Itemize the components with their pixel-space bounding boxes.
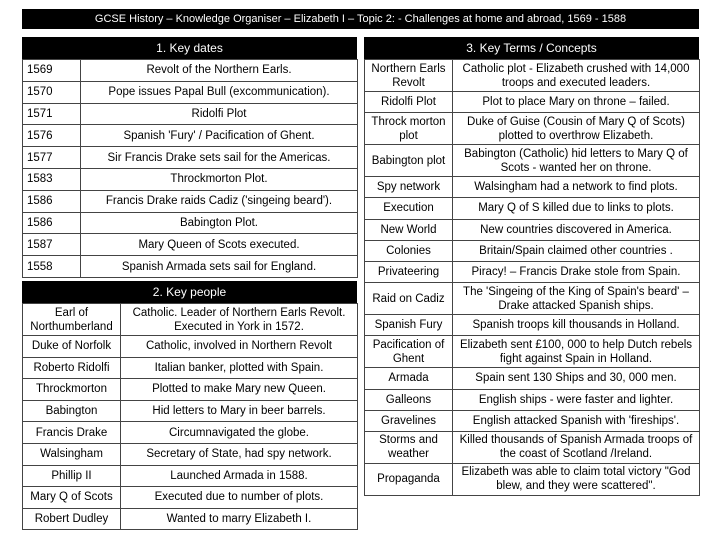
key-person-description: Hid letters to Mary in beer barrels. xyxy=(121,400,358,422)
key-person-description: Launched Armada in 1588. xyxy=(121,465,358,487)
key-term-definition: Spanish troops kill thousands in Holland. xyxy=(453,315,700,336)
key-person-name: Robert Dudley xyxy=(23,508,121,530)
key-date-year: 1586 xyxy=(23,190,81,212)
key-person-row xyxy=(23,443,358,465)
key-date-year: 1571 xyxy=(23,103,81,125)
key-date-event: Sir Francis Drake sets sail for the Americas. xyxy=(81,147,358,169)
key-date-event: Pope issues Papal Bull (excommunication). xyxy=(81,81,358,103)
key-person-description: Italian banker, plotted with Spain. xyxy=(121,357,358,379)
key-date-event: Spanish 'Fury' / Pacification of Ghent. xyxy=(81,125,358,147)
key-date-event: Revolt of the Northern Earls. xyxy=(81,60,358,82)
key-person-row xyxy=(23,422,358,444)
key-date-year: 1569 xyxy=(23,60,81,82)
key-people-section xyxy=(22,281,357,530)
key-term-row xyxy=(365,113,700,145)
key-term-name: Colonies xyxy=(365,240,453,261)
key-term-name: Spy network xyxy=(365,177,453,198)
key-term-row xyxy=(365,145,700,177)
key-term-definition: Duke of Guise (Cousin of Mary Q of Scots) plotted to overthrow Elizabeth. xyxy=(453,113,700,145)
key-person-row xyxy=(23,336,358,358)
key-term-definition: Elizabeth sent £100, 000 to help Dutch rebels fight against Spain in Holland. xyxy=(453,336,700,368)
key-term-row xyxy=(365,92,700,113)
key-person-row xyxy=(23,487,358,509)
key-term-row xyxy=(365,315,700,336)
key-person-description: Catholic, involved in Northern Revolt xyxy=(121,336,358,358)
key-date-row xyxy=(23,190,358,212)
key-term-row xyxy=(365,431,700,463)
key-date-row xyxy=(23,103,358,125)
key-term-name: Armada xyxy=(365,368,453,389)
key-person-name: Francis Drake xyxy=(23,422,121,444)
key-term-row xyxy=(365,368,700,389)
key-person-row xyxy=(23,508,358,530)
key-people-heading: 2. Key people xyxy=(22,281,357,303)
key-term-row xyxy=(365,336,700,368)
key-people-table xyxy=(22,303,358,530)
key-person-name: Babington xyxy=(23,400,121,422)
key-dates-section xyxy=(22,37,357,278)
key-person-name: Duke of Norfolk xyxy=(23,336,121,358)
key-date-row xyxy=(23,147,358,169)
key-term-row xyxy=(365,463,700,495)
key-terms-heading: 3. Key Terms / Concepts xyxy=(364,37,699,59)
key-person-name: Walsingham xyxy=(23,443,121,465)
key-person-description: Plotted to make Mary new Queen. xyxy=(121,379,358,401)
key-term-definition: Catholic plot - Elizabeth crushed with 14,000 troops and executed leaders. xyxy=(453,60,700,92)
key-date-event: Babington Plot. xyxy=(81,212,358,234)
key-date-event: Francis Drake raids Cadiz ('singeing beard'). xyxy=(81,190,358,212)
key-dates-heading: 1. Key dates xyxy=(22,37,357,59)
key-date-event: Ridolfi Plot xyxy=(81,103,358,125)
key-person-name: Roberto Ridolfi xyxy=(23,357,121,379)
key-term-name: Storms and weather xyxy=(365,431,453,463)
key-date-year: 1576 xyxy=(23,125,81,147)
key-term-definition: The 'Singeing of the King of Spain's beard' – Drake attacked Spanish ships. xyxy=(453,283,700,315)
key-person-name: Throckmorton xyxy=(23,379,121,401)
key-date-row xyxy=(23,60,358,82)
key-term-definition: Elizabeth was able to claim total victory "God blew, and they were scattered". xyxy=(453,463,700,495)
key-term-row xyxy=(365,240,700,261)
key-term-row xyxy=(365,60,700,92)
key-term-name: Galleons xyxy=(365,389,453,410)
key-term-name: New World xyxy=(365,219,453,240)
key-person-description: Executed due to number of plots. xyxy=(121,487,358,509)
key-person-description: Wanted to marry Elizabeth I. xyxy=(121,508,358,530)
key-term-row xyxy=(365,198,700,219)
key-dates-table xyxy=(22,59,358,278)
key-term-definition: Spain sent 130 Ships and 30, 000 men. xyxy=(453,368,700,389)
key-term-name: Babington plot xyxy=(365,145,453,177)
key-term-name: Spanish Fury xyxy=(365,315,453,336)
key-person-row xyxy=(23,379,358,401)
key-term-name: Pacification of Ghent xyxy=(365,336,453,368)
key-term-row xyxy=(365,283,700,315)
key-term-definition: Plot to place Mary on throne – failed. xyxy=(453,92,700,113)
key-person-row xyxy=(23,465,358,487)
key-person-name: Mary Q of Scots xyxy=(23,487,121,509)
key-term-definition: Walsingham had a network to find plots. xyxy=(453,177,700,198)
key-term-row xyxy=(365,177,700,198)
key-person-row xyxy=(23,357,358,379)
key-date-row xyxy=(23,81,358,103)
key-person-description: Secretary of State, had spy network. xyxy=(121,443,358,465)
page-title: GCSE History – Knowledge Organiser – Elizabeth I – Topic 2: - Challenges at home and abroad, 1569 - 1588 xyxy=(22,9,699,29)
key-term-name: Privateering xyxy=(365,261,453,282)
key-date-row xyxy=(23,212,358,234)
key-term-name: Throck morton plot xyxy=(365,113,453,145)
key-term-definition: English attacked Spanish with 'fireships'. xyxy=(453,410,700,431)
key-term-definition: Mary Q of S killed due to links to plots. xyxy=(453,198,700,219)
key-date-row xyxy=(23,256,358,278)
key-term-name: Ridolfi Plot xyxy=(365,92,453,113)
key-date-year: 1558 xyxy=(23,256,81,278)
key-date-year: 1583 xyxy=(23,168,81,190)
key-date-row xyxy=(23,125,358,147)
key-person-description: Circumnavigated the globe. xyxy=(121,422,358,444)
key-date-year: 1586 xyxy=(23,212,81,234)
key-term-definition: Piracy! – Francis Drake stole from Spain. xyxy=(453,261,700,282)
key-date-row xyxy=(23,234,358,256)
key-term-definition: New countries discovered in America. xyxy=(453,219,700,240)
key-terms-section xyxy=(364,37,699,496)
key-date-row xyxy=(23,168,358,190)
key-term-definition: Killed thousands of Spanish Armada troops of the coast of Scotland /Ireland. xyxy=(453,431,700,463)
key-date-event: Throckmorton Plot. xyxy=(81,168,358,190)
key-person-name: Phillip II xyxy=(23,465,121,487)
key-term-name: Northern Earls Revolt xyxy=(365,60,453,92)
key-term-row xyxy=(365,261,700,282)
key-person-description: Catholic. Leader of Northern Earls Revolt. Executed in York in 1572. xyxy=(121,304,358,336)
key-term-row xyxy=(365,410,700,431)
key-term-definition: Babington (Catholic) hid letters to Mary Q of Scots - wanted her on throne. xyxy=(453,145,700,177)
key-term-definition: Britain/Spain claimed other countries . xyxy=(453,240,700,261)
key-date-year: 1570 xyxy=(23,81,81,103)
key-person-name: Earl of Northumberland xyxy=(23,304,121,336)
key-term-row xyxy=(365,389,700,410)
key-date-year: 1587 xyxy=(23,234,81,256)
key-date-event: Mary Queen of Scots executed. xyxy=(81,234,358,256)
key-term-name: Execution xyxy=(365,198,453,219)
key-date-event: Spanish Armada sets sail for England. xyxy=(81,256,358,278)
key-term-name: Gravelines xyxy=(365,410,453,431)
key-date-year: 1577 xyxy=(23,147,81,169)
key-term-definition: English ships - were faster and lighter. xyxy=(453,389,700,410)
key-term-row xyxy=(365,219,700,240)
key-person-row xyxy=(23,304,358,336)
key-person-row xyxy=(23,400,358,422)
key-term-name: Raid on Cadiz xyxy=(365,283,453,315)
key-terms-table xyxy=(364,59,700,496)
key-term-name: Propaganda xyxy=(365,463,453,495)
